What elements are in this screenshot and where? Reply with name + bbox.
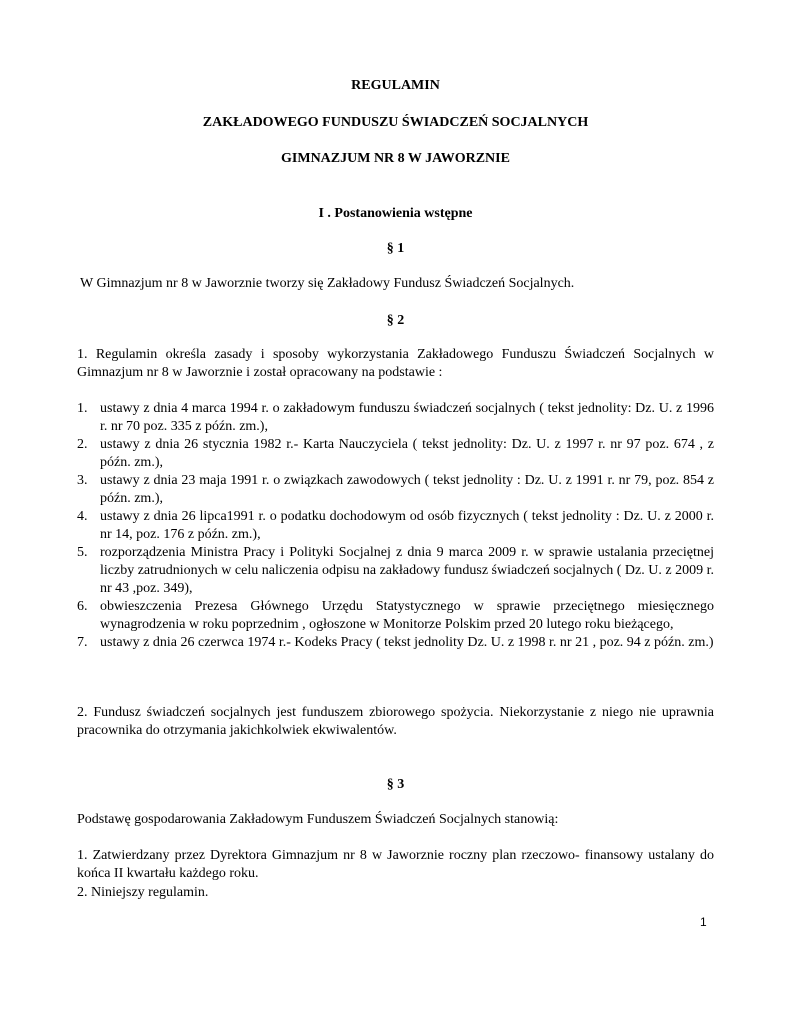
list-item-text: ustawy z dnia 4 marca 1994 r. o zakładowym funduszu świadczeń socjalnych ( tekst jednolity: Dz. U. z 1996 r. nr 70 poz. 335 z późn. zm.), [100,401,714,434]
list-item-text: ustawy z dnia 26 czerwca 1974 r.- Kodeks Pracy ( tekst jednolity Dz. U. z 1998 r. nr 21 , poz. 94 z późn. zm.) [100,635,714,650]
list-item-text: obwieszczenia Prezesa Głównego Urzędu Statystycznego w sprawie przeciętnego miesięcznego wynagrodzenia w roku poprzednim , ogłoszone w Monitorze Polskim przed 20 lutego roku bieżącego, [100,599,714,632]
title-line-school-name: GIMNAZJUM NR 8 W JAWORZNIE [281,151,510,166]
list-item-text: ustawy z dnia 26 lipca1991 r. o podatku dochodowym od osób fizycznych ( tekst jednolity : Dz. U. z 2000 r. nr 14, poz. 176 z późn. zm.), [100,509,714,542]
list-item [77,436,714,472]
list-item [77,634,714,652]
list-item-number: 6. [77,599,88,614]
title-line-fund-name: ZAKŁADOWEGO FUNDUSZU ŚWIADCZEŃ SOCJALNYCH [202,115,589,130]
paragraph-symbol-1: § 1 [386,241,405,256]
list-item-text: rozporządzenia Ministra Pracy i Polityki Socjalnej z dnia 9 marca 2009 r. w sprawie ustalania przeciętnej liczby zatrudnionych w celu naliczenia odpisu na zakładowy fundusz świadczeń socjalnych ( Dz. U. z 2009 r. nr 43 ,poz. 349), [100,545,714,596]
list-item-number: 2. [77,437,88,452]
list-item [77,508,714,544]
legal-basis-list [77,400,714,652]
page-number: 1 [700,915,707,929]
list-item-number: 1. [77,401,88,416]
list-item-text: ustawy z dnia 23 maja 1991 r. o związkach zawodowych ( tekst jednolity : Dz. U. z 1991 r. nr 79, poz. 854 z późn. zm.), [100,473,714,506]
list-item-number: 7. [77,635,88,650]
paragraph-3-intro: Podstawę gospodarowania Zakładowym Funduszem Świadczeń Socjalnych stanowią: [77,812,559,827]
title-line-regulamin: REGULAMIN [351,78,440,93]
paragraph-2-intro: 1. Regulamin określa zasady i sposoby wykorzystania Zakładowego Funduszu Świadczeń Socjalnych w Gimnazjum nr 8 w Jaworznie i został opracowany na podstawie : [77,347,714,380]
paragraph-symbol-2: § 2 [386,313,405,328]
chapter-heading: I . Postanowienia wstępne [318,206,473,221]
list-item-number: 4. [77,509,88,524]
list-item [77,472,714,508]
paragraph-3-point-1: 1. Zatwierdzany przez Dyrektora Gimnazjum nr 8 w Jaworznie roczny plan rzeczowo- finansowy ustalany do końca II kwartału każdego roku. [77,848,714,881]
list-item-text: ustawy z dnia 26 stycznia 1982 r.- Karta Nauczyciela ( tekst jednolity: Dz. U. z 1997 r. nr 97 poz. 674 , z późn. zm.), [100,437,714,470]
paragraph-1-text: W Gimnazjum nr 8 w Jaworznie tworzy się Zakładowy Fundusz Świadczeń Socjalnych. [80,276,575,291]
paragraph-symbol-3: § 3 [386,777,405,792]
paragraph-2-point-2: 2. Fundusz świadczeń socjalnych jest funduszem zbiorowego spożycia. Niekorzystanie z niego nie uprawnia pracownika do otrzymania jakichkolwiek ekwiwalentów. [77,705,714,738]
list-item [77,544,714,598]
list-item [77,598,714,634]
list-item [77,400,714,436]
paragraph-3-point-2: 2. Niniejszy regulamin. [77,885,209,900]
list-item-number: 3. [77,473,88,488]
list-item-number: 5. [77,545,88,560]
